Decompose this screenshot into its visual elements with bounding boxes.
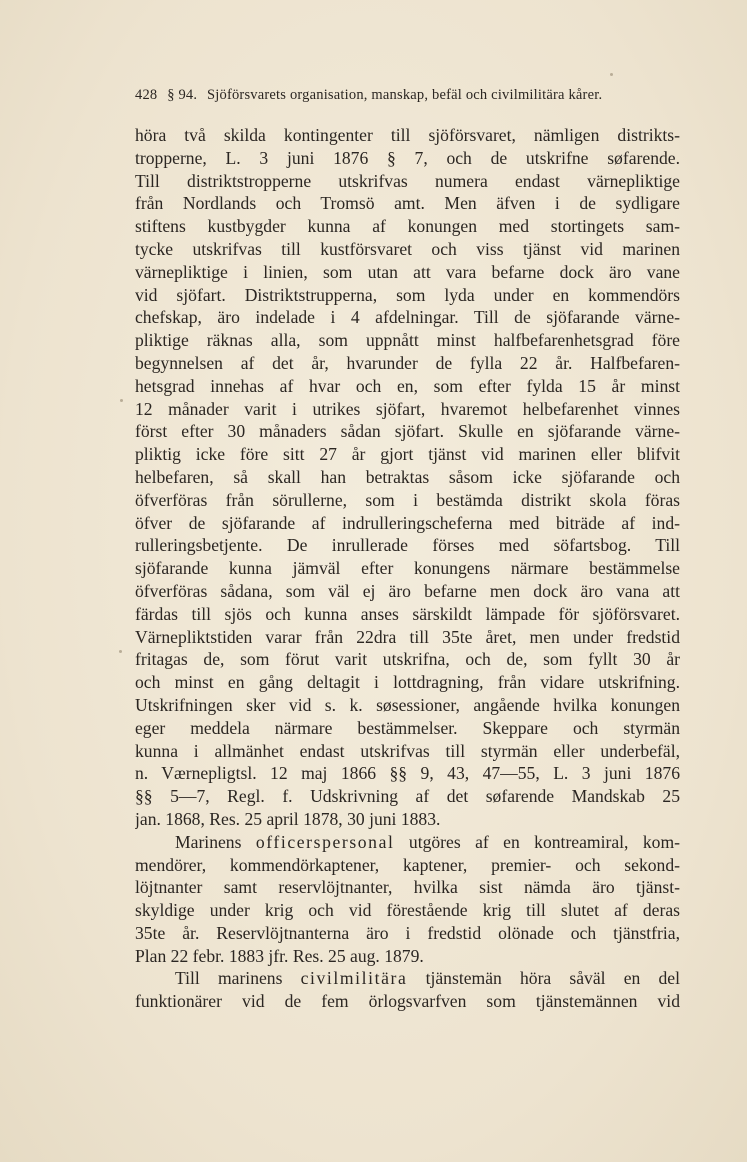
text-line: vid sjöfart. Distriktstrupperna, som lyda under en kommendörs (135, 284, 680, 305)
section-number: § 94. (167, 87, 198, 103)
text-line: värnepliktige i linien, som utan att vara befarne dock äro vane (135, 261, 680, 282)
text-line: löjtnanter samt reservlöjtnanter, hvilka sist nämda äro tjänst- (135, 877, 680, 898)
paper-speck (610, 73, 613, 76)
text-line: Plan 22 febr. 1883 jfr. Res. 25 aug. 1879. (135, 945, 424, 966)
para-rest: tjänstemän höra såväl en del (425, 968, 680, 989)
spaced-term: civilmilitära (300, 968, 408, 989)
text-line: Till distriktstropperne utskrifvas numera endast värnepliktige (135, 170, 680, 191)
spaced-term: officerspersonal (255, 831, 395, 852)
text-line: tropperne, L. 3 juni 1876 § 7, och de utskrifne søfarende. (135, 147, 680, 168)
text-line: färdas till sjös och kunna anses särskildt lämpade för sjöförsvaret. (135, 603, 680, 624)
text-line: §§ 5—7, Regl. f. Udskrivning af det søfarende Mandskab 25 (135, 786, 680, 807)
text-line: eger meddela närmare bestämmelser. Skeppare och styrmän (135, 717, 680, 738)
para-lead: Marinens (175, 831, 242, 852)
running-title: Sjöförsvarets organisation, manskap, befäl och civilmilitära kårer. (207, 87, 603, 103)
text-line: pliktig icke före sitt 27 år gjort tjänst vid marinen eller blifvit (135, 444, 680, 465)
paper-speck (119, 650, 122, 653)
text-line: öfverföras sådana, som väl ej äro befarne men dock äro vana att (135, 580, 680, 601)
text-line: öfver de sjöfarande af indrulleringscheferna med biträde af ind- (135, 512, 680, 533)
text-line: n. Værnepligtsl. 12 maj 1866 §§ 9, 43, 47—55, L. 3 juni 1876 (135, 763, 680, 784)
text-line: funktionärer vid de fem örlogsvarfven som tjänstemännen vid (135, 991, 680, 1012)
text-line: 35te år. Reservlöjtnanterna äro i fredstid olönade och tjänstfria, (135, 922, 680, 943)
paragraph-first-line (135, 967, 680, 990)
text-line: 12 månader varit i utrikes sjöfart, hvaremot helbefarenhet vinnes (135, 398, 680, 419)
para-rest: utgöres af en kontreamiral, kom- (408, 831, 680, 852)
text-line: kunna i allmänhet endast utskrifvas till styrmän eller underbefäl, (135, 740, 680, 761)
text-line: sjöfarande kunna jämväl efter konungens närmare bestämmelse (135, 558, 680, 579)
text-line: helbefaren, så skall han betraktas såsom icke sjöfarande och (135, 466, 680, 487)
text-line: stiftens kustbygder kunna af konungen med stortingets sam- (135, 216, 680, 237)
text-line: chefskap, äro indelade i 4 afdelningar. Till de sjöfarande värne- (135, 307, 680, 328)
text-line: begynnelsen af det år, hvarunder de fylla 22 år. Halfbefaren- (135, 352, 680, 373)
text-line: rulleringsbetjente. De inrullerade förses med söfartsbog. Till (135, 535, 680, 556)
page-number: 428 (135, 87, 158, 103)
para-lead: Till marinens (175, 968, 283, 989)
text-line: jan. 1868, Res. 25 april 1878, 30 juni 1883. (135, 808, 441, 829)
text-line: skyldige under krig och vid förestående krig till slutet af deras (135, 900, 680, 921)
body-text (135, 124, 680, 1013)
text-line: öfverföras från sörullerne, som i bestämda distrikt skola föras (135, 489, 680, 510)
text-line: mendörer, kommendörkaptener, kaptener, premier- och sekond- (135, 854, 680, 875)
text-line: Värnepliktstiden varar från 22dra till 35te året, men under fredstid (135, 626, 680, 647)
text-line: och minst en gång deltagit i lottdragning, från vidare utskrifning. (135, 672, 680, 693)
paragraph-first-line (135, 831, 680, 854)
text-line: hetsgrad innehas af hvar och en, som efter fylda 15 år minst (135, 375, 680, 396)
text-line: från Nordlands och Tromsö amt. Men äfven i de sydligare (135, 193, 680, 214)
text-line: pliktige räknas alla, som uppnått minst halfbefarenhetsgrad före (135, 330, 680, 351)
text-line: först efter 30 månaders sådan sjöfart. Skulle en sjöfarande värne- (135, 421, 680, 442)
text-line: fritagas de, som förut varit utskrifna, och de, som fyllt 30 år (135, 649, 680, 670)
text-line: Utskrifningen sker vid s. k. søsessioner, angående hvilka konungen (135, 694, 680, 715)
text-line: tycke utskrifvas till kustförsvaret och viss tjänst vid marinen (135, 238, 680, 259)
running-head (135, 87, 695, 107)
text-line: höra två skilda kontingenter till sjöförsvaret, nämligen distrikts- (135, 125, 680, 145)
paper-speck (120, 399, 123, 402)
